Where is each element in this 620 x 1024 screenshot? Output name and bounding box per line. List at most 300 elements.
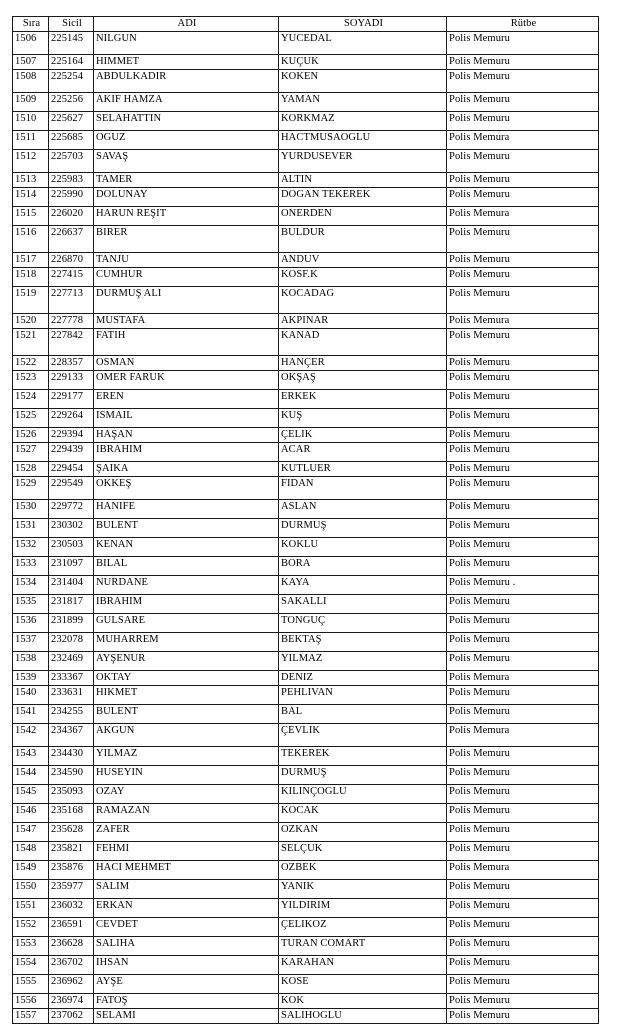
cell-sira: 1532	[13, 538, 49, 557]
cell-adi: HAŞAN	[94, 428, 279, 443]
cell-sicil: 235628	[49, 823, 94, 842]
cell-sicil: 226637	[49, 226, 94, 253]
table-row	[13, 705, 599, 724]
table-row	[13, 150, 599, 173]
cell-adi: TAMER	[94, 173, 279, 188]
cell-soyadi: YANIK	[279, 880, 447, 899]
cell-sicil: 227778	[49, 314, 94, 329]
table-row	[13, 390, 599, 409]
table-body	[13, 32, 599, 1024]
cell-sira: 1535	[13, 595, 49, 614]
cell-sicil: 233631	[49, 686, 94, 705]
cell-rutbe: Polis Memuru	[447, 462, 599, 477]
cell-rutbe: Polis Memuru	[447, 173, 599, 188]
cell-sicil: 234430	[49, 747, 94, 766]
cell-sicil: 235821	[49, 842, 94, 861]
cell-adi: SAVAŞ	[94, 150, 279, 173]
cell-rutbe: Polis Memura	[447, 724, 599, 747]
table-header	[13, 17, 599, 32]
cell-soyadi: ÇEVLIK	[279, 724, 447, 747]
cell-soyadi: ASLAN	[279, 500, 447, 519]
cell-rutbe: Polis Memuru	[447, 937, 599, 956]
cell-soyadi: PEHLIVAN	[279, 686, 447, 705]
cell-soyadi: KOSE	[279, 975, 447, 994]
cell-adi: OKKEŞ	[94, 477, 279, 500]
cell-soyadi: KILINÇOGLU	[279, 785, 447, 804]
table-row	[13, 804, 599, 823]
cell-sira: 1554	[13, 956, 49, 975]
cell-adi: FEHMI	[94, 842, 279, 861]
table-row	[13, 32, 599, 55]
cell-soyadi: YUCEDAL	[279, 32, 447, 55]
cell-rutbe: Polis Memuru	[447, 557, 599, 576]
cell-sira: 1557	[13, 1009, 49, 1024]
cell-sicil: 229177	[49, 390, 94, 409]
cell-sira: 1513	[13, 173, 49, 188]
cell-soyadi: ÇELIK	[279, 428, 447, 443]
cell-sicil: 236974	[49, 994, 94, 1009]
table-row	[13, 188, 599, 207]
cell-adi: AKIF HAMZA	[94, 93, 279, 112]
cell-sicil: 236628	[49, 937, 94, 956]
table-row	[13, 861, 599, 880]
cell-adi: HACI MEHMET	[94, 861, 279, 880]
table-row	[13, 253, 599, 268]
table-row	[13, 724, 599, 747]
cell-sira: 1526	[13, 428, 49, 443]
cell-sira: 1539	[13, 671, 49, 686]
cell-adi: KENAN	[94, 538, 279, 557]
table-row	[13, 595, 599, 614]
cell-soyadi: KOCAK	[279, 804, 447, 823]
cell-adi: HIMMET	[94, 55, 279, 70]
cell-sira: 1516	[13, 226, 49, 253]
cell-sicil: 234590	[49, 766, 94, 785]
cell-rutbe: Polis Memuru	[447, 371, 599, 390]
cell-adi: ERKAN	[94, 899, 279, 918]
cell-rutbe: Polis Memuru .	[447, 576, 599, 595]
cell-adi: HIKMET	[94, 686, 279, 705]
table-row	[13, 443, 599, 462]
cell-adi: CUMHUR	[94, 268, 279, 287]
cell-soyadi: YILMAZ	[279, 652, 447, 671]
cell-adi: OSMAN	[94, 356, 279, 371]
cell-sira: 1524	[13, 390, 49, 409]
cell-rutbe: Polis Memuru	[447, 899, 599, 918]
cell-sicil: 229394	[49, 428, 94, 443]
cell-adi: BULENT	[94, 705, 279, 724]
cell-rutbe: Polis Memura	[447, 861, 599, 880]
cell-rutbe: Polis Memuru	[447, 477, 599, 500]
cell-adi: MUSTAFA	[94, 314, 279, 329]
table-row	[13, 557, 599, 576]
cell-adi: OMER FARUK	[94, 371, 279, 390]
cell-adi: SELAHATTIN	[94, 112, 279, 131]
cell-rutbe: Polis Memuru	[447, 766, 599, 785]
cell-sira: 1552	[13, 918, 49, 937]
table-row	[13, 956, 599, 975]
table-row	[13, 131, 599, 150]
cell-adi: AYŞENUR	[94, 652, 279, 671]
cell-adi: TANJU	[94, 253, 279, 268]
cell-sicil: 225990	[49, 188, 94, 207]
table-row	[13, 747, 599, 766]
cell-sira: 1507	[13, 55, 49, 70]
cell-sicil: 229549	[49, 477, 94, 500]
table-row	[13, 519, 599, 538]
cell-sira: 1528	[13, 462, 49, 477]
cell-sira: 1521	[13, 329, 49, 356]
cell-rutbe: Polis Memuru	[447, 804, 599, 823]
cell-sicil: 228357	[49, 356, 94, 371]
column-header-sira: Sıra	[13, 17, 49, 32]
cell-rutbe: Polis Memuru	[447, 443, 599, 462]
cell-rutbe: Polis Memuru	[447, 356, 599, 371]
table-row	[13, 314, 599, 329]
table-row	[13, 538, 599, 557]
cell-sicil: 225164	[49, 55, 94, 70]
cell-rutbe: Polis Memuru	[447, 686, 599, 705]
cell-rutbe: Polis Memuru	[447, 409, 599, 428]
cell-rutbe: Polis Memuru	[447, 55, 599, 70]
cell-sicil: 227415	[49, 268, 94, 287]
cell-rutbe: Polis Memura	[447, 131, 599, 150]
cell-soyadi: ÇELIKOZ	[279, 918, 447, 937]
cell-adi: NURDANE	[94, 576, 279, 595]
table-row	[13, 899, 599, 918]
cell-soyadi: KUŞ	[279, 409, 447, 428]
table-row	[13, 55, 599, 70]
cell-rutbe: Polis Memuru	[447, 918, 599, 937]
cell-soyadi: ANDUV	[279, 253, 447, 268]
cell-rutbe: Polis Memuru	[447, 70, 599, 93]
table-row	[13, 477, 599, 500]
cell-sira: 1536	[13, 614, 49, 633]
cell-sicil: 225983	[49, 173, 94, 188]
cell-rutbe: Polis Memuru	[447, 428, 599, 443]
cell-soyadi: BULDUR	[279, 226, 447, 253]
cell-sira: 1529	[13, 477, 49, 500]
cell-sicil: 235168	[49, 804, 94, 823]
table-row	[13, 633, 599, 652]
table-row	[13, 287, 599, 314]
cell-sicil: 225703	[49, 150, 94, 173]
cell-soyadi: KARAHAN	[279, 956, 447, 975]
cell-adi: CEVDET	[94, 918, 279, 937]
column-header-adi: ADI	[94, 17, 279, 32]
cell-rutbe: Polis Memuru	[447, 519, 599, 538]
cell-soyadi: KANAD	[279, 329, 447, 356]
cell-sicil: 225254	[49, 70, 94, 93]
cell-adi: AKGUN	[94, 724, 279, 747]
cell-adi: ŞAIKA	[94, 462, 279, 477]
cell-sira: 1518	[13, 268, 49, 287]
cell-sira: 1542	[13, 724, 49, 747]
cell-sicil: 229264	[49, 409, 94, 428]
cell-soyadi: FIDAN	[279, 477, 447, 500]
cell-rutbe: Polis Memuru	[447, 500, 599, 519]
cell-rutbe: Polis Memuru	[447, 1009, 599, 1024]
cell-sira: 1509	[13, 93, 49, 112]
cell-adi: GULSARE	[94, 614, 279, 633]
cell-adi: ABDULKADIR	[94, 70, 279, 93]
cell-soyadi: OZBEK	[279, 861, 447, 880]
cell-sicil: 225627	[49, 112, 94, 131]
table-row	[13, 842, 599, 861]
table-row	[13, 686, 599, 705]
cell-rutbe: Polis Memuru	[447, 747, 599, 766]
cell-sicil: 236591	[49, 918, 94, 937]
cell-sira: 1555	[13, 975, 49, 994]
cell-rutbe: Polis Memura	[447, 314, 599, 329]
cell-rutbe: Polis Memuru	[447, 226, 599, 253]
cell-sira: 1515	[13, 207, 49, 226]
cell-rutbe: Polis Memuru	[447, 287, 599, 314]
table-row	[13, 329, 599, 356]
cell-sicil: 229439	[49, 443, 94, 462]
cell-sira: 1517	[13, 253, 49, 268]
cell-rutbe: Polis Memura	[447, 207, 599, 226]
table-row	[13, 880, 599, 899]
cell-soyadi: YAMAN	[279, 93, 447, 112]
header-row	[13, 17, 599, 32]
cell-adi: SELAMI	[94, 1009, 279, 1024]
cell-rutbe: Polis Memuru	[447, 32, 599, 55]
table-row	[13, 462, 599, 477]
cell-sira: 1506	[13, 32, 49, 55]
cell-rutbe: Polis Memuru	[447, 614, 599, 633]
cell-sira: 1520	[13, 314, 49, 329]
cell-sira: 1522	[13, 356, 49, 371]
table-row	[13, 576, 599, 595]
cell-sicil: 231097	[49, 557, 94, 576]
cell-soyadi: OZKAN	[279, 823, 447, 842]
cell-sicil: 226870	[49, 253, 94, 268]
cell-adi: BIRER	[94, 226, 279, 253]
cell-soyadi: SELÇUK	[279, 842, 447, 861]
cell-rutbe: Polis Memuru	[447, 842, 599, 861]
cell-sicil: 233367	[49, 671, 94, 686]
cell-soyadi: KOSF.K	[279, 268, 447, 287]
cell-sicil: 231404	[49, 576, 94, 595]
cell-soyadi: HANÇER	[279, 356, 447, 371]
cell-rutbe: Polis Memuru	[447, 633, 599, 652]
cell-rutbe: Polis Memuru	[447, 538, 599, 557]
cell-rutbe: Polis Memuru	[447, 253, 599, 268]
cell-soyadi: KOCADAG	[279, 287, 447, 314]
cell-sicil: 235876	[49, 861, 94, 880]
cell-sira: 1525	[13, 409, 49, 428]
cell-rutbe: Polis Memura	[447, 671, 599, 686]
cell-rutbe: Polis Memuru	[447, 595, 599, 614]
cell-soyadi: DOGAN TEKEREK	[279, 188, 447, 207]
cell-adi: FATIH	[94, 329, 279, 356]
table-row	[13, 937, 599, 956]
roster-table-container	[12, 16, 598, 1024]
cell-adi: IHSAN	[94, 956, 279, 975]
cell-rutbe: Polis Memuru	[447, 823, 599, 842]
cell-sira: 1551	[13, 899, 49, 918]
cell-adi: IBRAHIM	[94, 595, 279, 614]
cell-adi: OZAY	[94, 785, 279, 804]
cell-sicil: 227713	[49, 287, 94, 314]
cell-sira: 1534	[13, 576, 49, 595]
table-row	[13, 268, 599, 287]
cell-adi: OKTAY	[94, 671, 279, 686]
cell-sira: 1550	[13, 880, 49, 899]
cell-adi: HUSEYIN	[94, 766, 279, 785]
column-header-rutbe: Rütbe	[447, 17, 599, 32]
cell-soyadi: TONGUÇ	[279, 614, 447, 633]
cell-sira: 1519	[13, 287, 49, 314]
cell-soyadi: BORA	[279, 557, 447, 576]
column-header-sicil: Sicil	[49, 17, 94, 32]
table-row	[13, 226, 599, 253]
table-row	[13, 671, 599, 686]
cell-sicil: 225145	[49, 32, 94, 55]
cell-adi: SALIM	[94, 880, 279, 899]
cell-soyadi: OKŞAŞ	[279, 371, 447, 390]
cell-adi: FATOŞ	[94, 994, 279, 1009]
cell-sira: 1512	[13, 150, 49, 173]
cell-adi: DURMUŞ ALI	[94, 287, 279, 314]
cell-adi: OGUZ	[94, 131, 279, 150]
table-row	[13, 652, 599, 671]
cell-rutbe: Polis Memuru	[447, 93, 599, 112]
cell-sira: 1538	[13, 652, 49, 671]
cell-sira: 1541	[13, 705, 49, 724]
cell-rutbe: Polis Memuru	[447, 975, 599, 994]
cell-soyadi: TURAN COMART	[279, 937, 447, 956]
cell-sira: 1543	[13, 747, 49, 766]
table-row	[13, 785, 599, 804]
cell-adi: YILMAZ	[94, 747, 279, 766]
cell-sicil: 227842	[49, 329, 94, 356]
cell-adi: HARUN REŞIT	[94, 207, 279, 226]
table-row	[13, 500, 599, 519]
table-row	[13, 614, 599, 633]
cell-sira: 1547	[13, 823, 49, 842]
table-row	[13, 356, 599, 371]
cell-sira: 1510	[13, 112, 49, 131]
cell-sicil: 226020	[49, 207, 94, 226]
cell-adi: IBRAHIM	[94, 443, 279, 462]
cell-adi: BULENT	[94, 519, 279, 538]
table-row	[13, 994, 599, 1009]
cell-rutbe: Polis Memuru	[447, 329, 599, 356]
cell-adi: HANIFE	[94, 500, 279, 519]
cell-sira: 1540	[13, 686, 49, 705]
cell-soyadi: ONERDEN	[279, 207, 447, 226]
cell-soyadi: HACTMUSAOGLU	[279, 131, 447, 150]
cell-sira: 1546	[13, 804, 49, 823]
cell-adi: SALIHA	[94, 937, 279, 956]
cell-rutbe: Polis Memuru	[447, 390, 599, 409]
cell-soyadi: DENIZ	[279, 671, 447, 686]
cell-sicil: 236032	[49, 899, 94, 918]
cell-adi: MUHARREM	[94, 633, 279, 652]
cell-sira: 1531	[13, 519, 49, 538]
cell-sicil: 230302	[49, 519, 94, 538]
cell-soyadi: YURDUSEVER	[279, 150, 447, 173]
table-row	[13, 93, 599, 112]
cell-sira: 1533	[13, 557, 49, 576]
table-row	[13, 409, 599, 428]
cell-sicil: 225256	[49, 93, 94, 112]
cell-sicil: 236702	[49, 956, 94, 975]
cell-sicil: 234255	[49, 705, 94, 724]
cell-sira: 1537	[13, 633, 49, 652]
cell-soyadi: KAYA	[279, 576, 447, 595]
cell-sicil: 231899	[49, 614, 94, 633]
cell-soyadi: KUÇUK	[279, 55, 447, 70]
cell-rutbe: Polis Memuru	[447, 112, 599, 131]
cell-adi: AYŞE	[94, 975, 279, 994]
cell-soyadi: AKPINAR	[279, 314, 447, 329]
cell-sicil: 225685	[49, 131, 94, 150]
cell-sicil: 229772	[49, 500, 94, 519]
cell-adi: NILGUN	[94, 32, 279, 55]
cell-adi: EREN	[94, 390, 279, 409]
cell-soyadi: KOKLU	[279, 538, 447, 557]
cell-sicil: 232078	[49, 633, 94, 652]
cell-soyadi: ALTIN	[279, 173, 447, 188]
table-row	[13, 112, 599, 131]
cell-adi: RAMAZAN	[94, 804, 279, 823]
cell-sicil: 235093	[49, 785, 94, 804]
cell-sicil: 229133	[49, 371, 94, 390]
table-row	[13, 1009, 599, 1024]
cell-rutbe: Polis Memuru	[447, 268, 599, 287]
cell-soyadi: BAL	[279, 705, 447, 724]
table-row	[13, 371, 599, 390]
cell-sicil: 236962	[49, 975, 94, 994]
cell-soyadi: KOK	[279, 994, 447, 1009]
cell-sicil: 230503	[49, 538, 94, 557]
cell-sira: 1527	[13, 443, 49, 462]
cell-soyadi: DURMUŞ	[279, 766, 447, 785]
cell-rutbe: Polis Memuru	[447, 652, 599, 671]
cell-sira: 1549	[13, 861, 49, 880]
cell-rutbe: Polis Memuru	[447, 150, 599, 173]
table-row	[13, 823, 599, 842]
cell-sira: 1548	[13, 842, 49, 861]
table-row	[13, 428, 599, 443]
cell-rutbe: Polis Memuru	[447, 705, 599, 724]
cell-soyadi: TEKEREK	[279, 747, 447, 766]
cell-sira: 1523	[13, 371, 49, 390]
cell-sira: 1511	[13, 131, 49, 150]
cell-rutbe: Polis Memuru	[447, 880, 599, 899]
cell-soyadi: DURMUŞ	[279, 519, 447, 538]
cell-soyadi: YILDIRIM	[279, 899, 447, 918]
table-row	[13, 207, 599, 226]
cell-soyadi: KUTLUER	[279, 462, 447, 477]
cell-rutbe: Polis Memuru	[447, 956, 599, 975]
cell-sicil: 237062	[49, 1009, 94, 1024]
cell-rutbe: Polis Memuru	[447, 785, 599, 804]
cell-adi: ISMAIL	[94, 409, 279, 428]
cell-sicil: 235977	[49, 880, 94, 899]
cell-soyadi: KOKEN	[279, 70, 447, 93]
cell-soyadi: SAKALLI	[279, 595, 447, 614]
cell-sicil: 232469	[49, 652, 94, 671]
column-header-soyadi: SOYADI	[279, 17, 447, 32]
roster-table	[12, 16, 599, 1024]
table-row	[13, 173, 599, 188]
cell-sira: 1556	[13, 994, 49, 1009]
cell-sicil: 234367	[49, 724, 94, 747]
